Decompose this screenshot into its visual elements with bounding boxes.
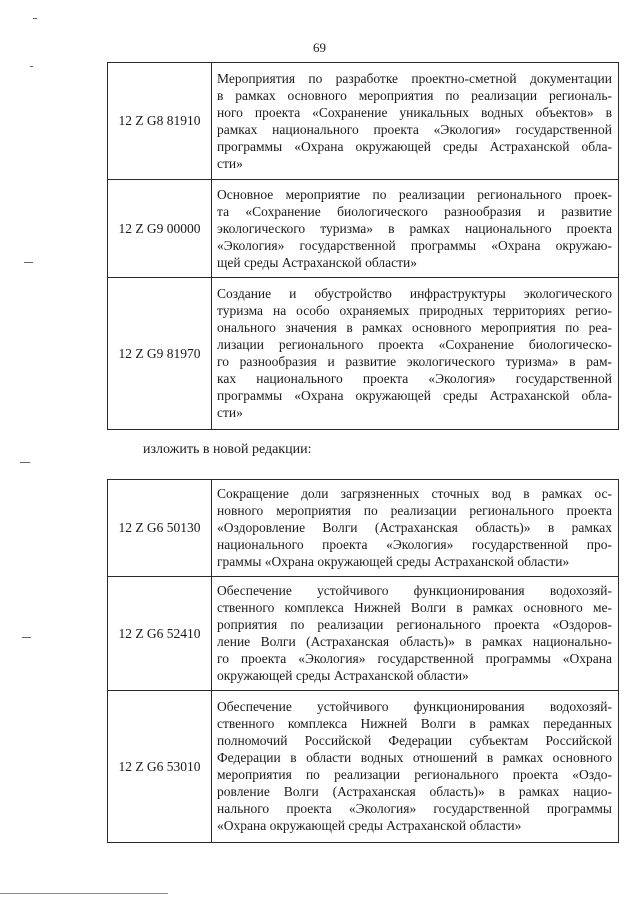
description-line: рамках национального проекта «Экология» государственной (217, 121, 612, 137)
description (212, 278, 619, 430)
description-line: го проекта «Экология» государственной программы «Охрана (217, 651, 612, 666)
description-line: Обеспечение устойчивого функционирования водохозяй- (217, 583, 612, 598)
description (212, 63, 619, 180)
table-row (108, 63, 619, 180)
description-line: ках национального проекта «Экология» государственной (217, 371, 612, 386)
description-line: онального значения в рамках основного мероприятия по реа- (217, 320, 612, 335)
description (212, 180, 619, 278)
description-line: туризма на особо охраняемых природных территориях регио- (217, 303, 612, 318)
scan-margin-mark (33, 18, 37, 19)
description-line: ственного комплекса Нижней Волги в рамках основного ме- (217, 600, 612, 615)
description-line: окружающей среды Астраханской области» (217, 668, 469, 683)
description (212, 691, 619, 843)
description-line: национального проекта «Экология» государственной про- (217, 537, 612, 552)
scan-margin-mark (20, 462, 30, 463)
budget-code: 12 Z G6 53010 (108, 691, 212, 843)
table-row (108, 278, 619, 430)
budget-code: 12 Z G6 52410 (108, 577, 212, 691)
budget-code: 12 Z G6 50130 (108, 480, 212, 577)
description-line: сти» (217, 405, 243, 420)
description-line: «Оздоровление Волги (Астраханская область)» в рамках (217, 520, 612, 535)
description-line: та «Сохранение биологического разнообразия и развитие (217, 203, 612, 219)
table-row (108, 577, 619, 691)
instruction-text: изложить в новой редакции: (143, 442, 312, 457)
scan-margin-mark (22, 637, 31, 638)
description-line: программы «Охрана окружающей среды Астраханской обла- (217, 388, 612, 403)
table-after (107, 479, 619, 843)
description-line: «Охрана окружающей среды Астраханской области» (217, 818, 522, 833)
description-line: экологического туризма» в рамках национального проекта (217, 220, 612, 236)
description-line: роприятия по реализации регионального проекта «Оздоров- (217, 617, 612, 632)
description-line: нального проекта «Экология» государственной программы (217, 801, 612, 816)
description-line: Федерации в области водных отношений в рамках основного (217, 750, 612, 765)
description (212, 577, 619, 691)
description-line: полномочий Российской Федерации субъектам Российской (217, 733, 612, 748)
description-line: Сокращение доли загрязненных сточных вод в рамках ос- (217, 486, 612, 501)
scan-margin-mark (24, 262, 33, 263)
table-row (108, 180, 619, 278)
description-line: граммы «Охрана окружающей среды Астраханской области» (217, 554, 570, 569)
scan-margin-mark (30, 66, 33, 67)
description-line: Обеспечение устойчивого функционирования водохозяй- (217, 699, 612, 714)
table-before (107, 62, 619, 430)
description-line: программы «Охрана окружающей среды Астраханской обла- (217, 138, 612, 154)
budget-code: 12 Z G9 00000 (108, 180, 212, 278)
description-line: ление Волги (Астраханская область)» в рамках национально- (217, 634, 612, 649)
description-line: сти» (217, 155, 243, 171)
description-line: ного проекта «Сохранение уникальных водных объектов» в (217, 104, 612, 120)
description-line: ровление Волги (Астраханская область)» в рамках нацио- (217, 784, 612, 799)
description-line: лизации регионального проекта «Сохранение биологическо- (217, 337, 612, 352)
description (212, 480, 619, 577)
description-line: Мероприятия по разработке проектно-сметной документации (217, 70, 612, 86)
description-line: ственного комплекса Нижней Волги в рамках переданных (217, 716, 612, 731)
table-row (108, 480, 619, 577)
description-line: го разнообразия и развитие экологического туризма» в рам- (217, 354, 612, 369)
description-line: щей среды Астраханской области» (217, 254, 417, 270)
budget-code: 12 Z G9 81970 (108, 278, 212, 430)
footer-rule (0, 893, 168, 894)
description-line: новного мероприятия по реализации регионального проекта (217, 503, 612, 518)
budget-code: 12 Z G8 81910 (108, 63, 212, 180)
description-line: «Экология» государственной программы «Охрана окружаю- (217, 237, 612, 253)
description-line: мероприятия по реализации регионального проекта «Оздо- (217, 767, 612, 782)
description-line: Основное мероприятие по реализации регионального проек- (217, 186, 612, 202)
description-line: Создание и обустройство инфраструктуры экологического (217, 286, 612, 301)
page-number: 69 (313, 40, 326, 55)
description-line: в рамках основного мероприятия по реализации региональ- (217, 87, 612, 103)
table-row (108, 691, 619, 843)
